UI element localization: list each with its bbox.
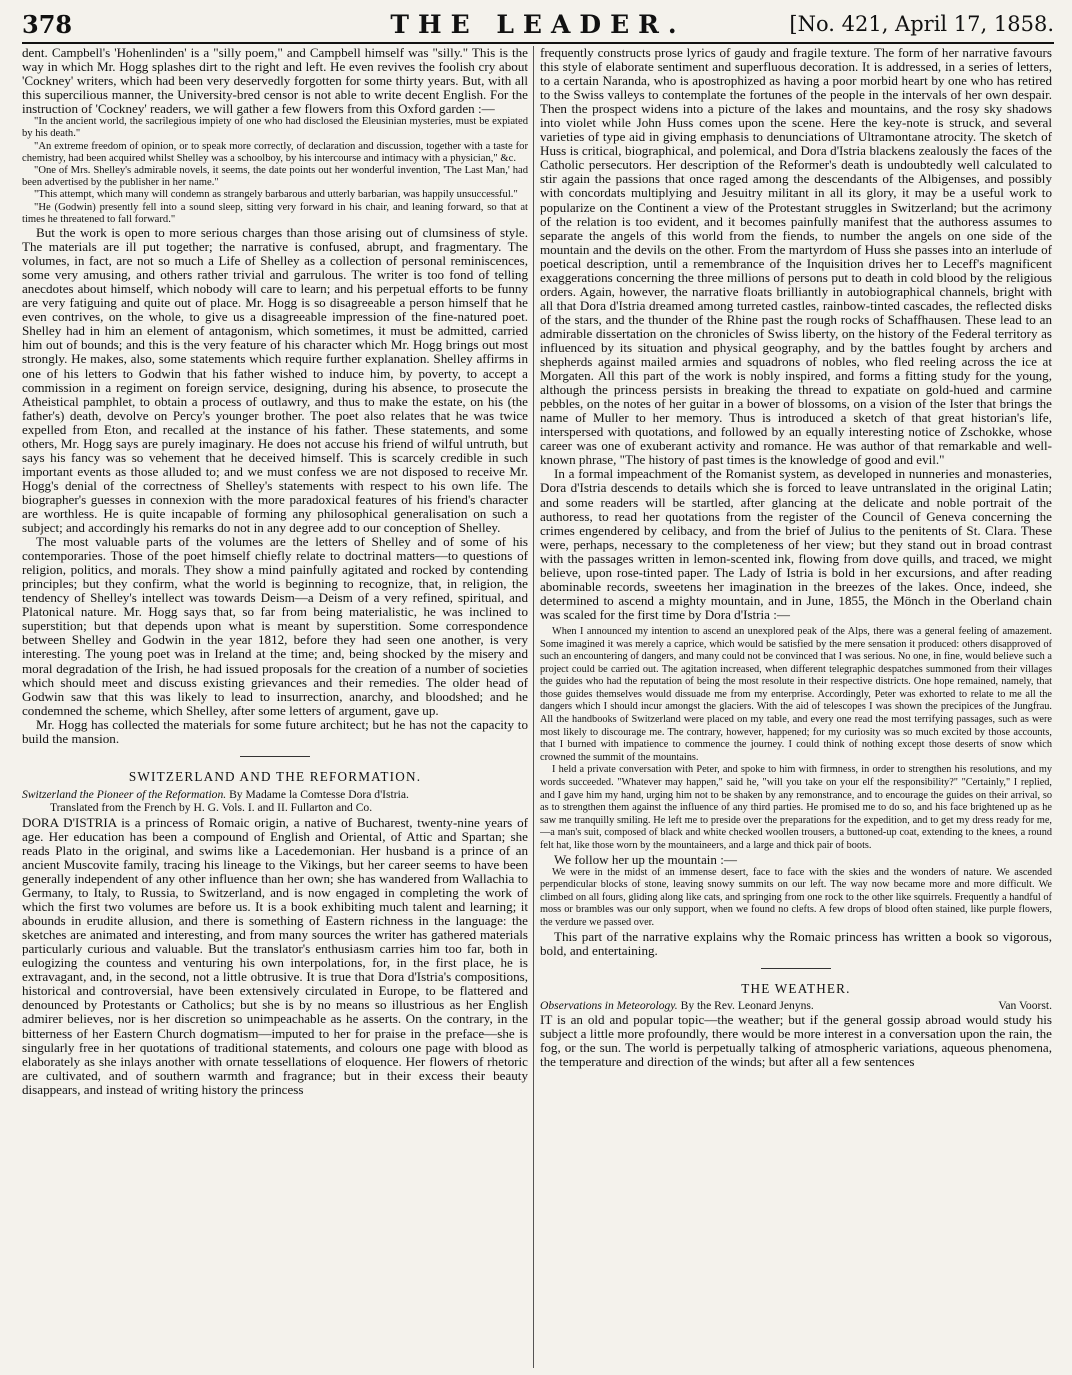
book-byline <box>22 788 528 801</box>
book-title: Observations in Meteorology. <box>540 998 678 1012</box>
review-paragraph: In a formal impeachment of the Romanist system, as developed in nunneries and monasteries, Dora d'Istria descends to details which she is forced to leave untranslated in the original Latin; and some readers will be startled, after glancing at the delicate and noble portrait of the authoress, to read her quotations from the register of the Council of Geneva concerning the crimes engendered by celibacy, and from the brief of Julius to the penitents of St. Clara. These were, perhaps, necessary to the completeness of her view; but they stand out in broad contrast with the passages written in lemon-scented ink, flowing from dove quills, and traced, we might believe, upon rose-tinted paper. The Lady of Istria is bold in her excursions, and after reading abominable records, sweetens her imagination in the breezes of the lakes. Once, indeed, she determined to ascend a mighty mountain, and in June, 1855, the Mönch in the Oberland chain was scaled for the first time by Dora d'Istria :— <box>540 466 1052 622</box>
masthead <box>22 8 1054 44</box>
book-byline-2 <box>22 801 528 814</box>
book-author: By Madame la Comtesse Dora d'Istria. <box>229 787 409 801</box>
quote: "An extreme freedom of opinion, or to speak more correctly, of declaration and discussion, together with a taste for chemistry, had been acquired whilst Shelley was a schoolboy, by his intercourse and intimacy with a physician," &c. <box>22 140 528 164</box>
quote: I held a private conversation with Peter, and spoke to him with firmness, in order to strengthen his resolutions, and my words succeeded. "Whatever may happen," said he, "will you take on your elf the responsibility?" "Certainly," I replied, and I gave him my hand, urging him not to be shaken by any remonstrance, and to encourage the guides on their arrival, so as to strengthen them against the influence of any third parties. He promised me to do so, and his face brightened up as he saw me tranquilly smiling. He left me to preside over the preparations for the expedition, and to get my dress ready for me,—a man's suit, composed of black and white checked woollen trousers, a buttoned-up coat, extending to the knees, a round felt hat, like those worn by the mountaineers, and a large and thick pair of boots. <box>540 764 1052 852</box>
book-publisher: Fullarton and Co. <box>290 800 373 814</box>
quote: We were in the midst of an immense desert, face to face with the skies and the wonders of nature. We ascended perpendicular blocks of stone, leaving snowy summits on our left. The way now became more and more difficult. We climbed on all fours, gliding along like cats, and springing from one rock to the other like squirrels. Frequently a handful of moss or brambles was our only support, when we found no clefts. A few drops of blood often stained, like purple flowers, the verdure we passed over. <box>540 866 1052 929</box>
review-paragraph: DORA D'ISTRIA is a princess of Romaic origin, a native of Bucharest, twenty-nine years of age. Her education has been a compound of English and Oriental, of Attic and Spartan; she reads Plato in the original, and swims like a Lacedemonian. Her husband is a prince of an ancient Muscovite family, tracing his lineage to the Vikings, but her career seems to have been generally independent of any other influence than her own; she has wandered from Wallachia to Germany, to Italy, to Russia, to Switzerland, and is now engaged in completing the work of which the first two volumes are before us. It is a book exhibiting much talent and learning; it abounds in erudite allusion, and there is something of Eastern richness in the language: the sketches are animated and interesting, and from many sources the writer has gathered materials particularly curious and valuable. But the translator's enthusiasm carries him too far, both in eulogizing the countess and venturing his own interpolations, for, in the first place, he is extravagant, and, in the second, not a little obtrusive. It is true that Dora d'Istria's compositions, historical and controversial, have been extensively circulated in Europe, to be flattered and denounced by Protestants or Catholics; but she is by no means so illustrious as her English admirer believes, nor is her discretion so unimpeachable as he asserts. On the contrary, in the bitterness of her Eastern Church dogmatism—imputed to her for praise in the preface—she is singularly free in her quotations of traditional statements, and colours one page with blood as elaborately as she inlays another with ornate tessellations of eloquence. Her flowers of rhetoric are cultivated, and of southern warmth and fragrance; but in their excess their beauty disappears, and instead of writing history the princess <box>22 814 528 1097</box>
review-paragraph: IT is an old and popular topic—the weather; but if the general gossip abroad would study his subject a little more profoundly, there would be more interest in a conversation upon the rain, the fog, or the sun. The world is perpetually talking of atmospheric variations, aqueous phenomena, the temperature and direction of the winds; but after all a few sentences <box>540 1011 1052 1069</box>
section-heading: THE WEATHER. <box>741 980 851 996</box>
book-author: By the Rev. Leonard Jenyns. <box>680 998 814 1012</box>
review-paragraph: But the work is open to more serious charges than those arising out of clumsiness of style. The materials are ill put together; the narrative is confused, abrupt, and fragmentary. The volumes, in fact, are not so much a Life of Shelley as a collection of personal reminiscences, some very amusing, and others rather trivial and garrulous. The writer is too fond of telling anecdotes about himself, which nobody will care to learn; and his perpetual efforts to be funny are very fatiguing and quite out of place. Mr. Hogg is so disagreeable a person himself that he even contrives, on the whole, to give us a disagreeable impression of the fine-natured poet. Shelley had in him an element of antagonism, which sometimes, it must be admitted, carried him out of bounds; and this is the very feature of his character which Mr. Hogg brings out most strongly. He makes, also, some statements which require further explanation. Shelley affirms in one of his letters to Godwin that his father wished to induce him, by poverty, to accept a commission in a regiment on foreign service, designing, during his absence, to prosecute the Atheistical pamphlet, to obtain a process of outlawry, and thus to make the estate, on his (the father's) death, devolve on Percy's younger brother. The poet also relates that he was twice expelled from Eton, and recalled at the instance of his father. These statements, and some others, Mr. Hogg says are purely imaginary. He does not accuse his friend of wilful untruth, but says his fancy was so vehement that he deceived himself. This is scarcely credible in such important events as those alluded to; and we must confess we are not disposed to receive Mr. Hogg's denial of the correctness of Shelley's statements with respect to his own life. The biographer's guesses in connexion with the more paradoxical features of his friend's character are worthless. He is quite incapable of forming any philosophical generalisation on such a subject; and accordingly his remarks do not in any degree add to our conception of Shelley. <box>22 225 528 536</box>
quote: "He (Godwin) presently fell into a sound sleep, sitting very forward in his chair, and leaning forward, so that at times he threatened to fall forward." <box>22 201 528 225</box>
book-publisher: Van Voorst. <box>998 998 1052 1012</box>
section-heading: SWITZERLAND AND THE REFORMATION. <box>128 768 422 784</box>
review-paragraph: The most valuable parts of the volumes are the letters of Shelley and of some of his contemporaries. Those of the poet himself chiefly relate to doctrinal matters—to questions of religion, politics, and morals. They show a mind painfully agitated and rocked by contending principles; but they confirm, what the world is beginning to recognize, that, in religion, the tendency of Shelley's intellect was towards Deism—a Deism of a very refined, spiritual, and Platonical nature. Mr. Hogg says that, so far from being materialistic, he was inclined to superstition; but that depends upon what is meant by superstition. Some correspondence between Shelley and Godwin in the year 1812, before they had seen one another, is very interesting. The young poet was in Ireland at the time; and, being shocked by the misery and moral degradation of the Irish, he had issued proposals for the creation of a number of societies which should meet and discuss existing grievances and their remedies. The older head of Godwin saw that this was likely to lead to insurrection, anarchy, and bloodshed; and he condemned the scheme, which Shelley, after some letters of argument, gave up. <box>22 534 528 718</box>
quote: When I announced my intention to ascend an unexplored peak of the Alps, there was a general feeling of amazement. Some imagined it was merely a caprice, which would be satisfied by the mere sensation it produced: others disapproved of such an encountering of dangers, and many could not be convinced that I was serious. No one, in fine, would believe such a project could be carried out. The agitation increased, when different telegraphic despatches summoned from their villages the guides who had the reputation of being the most resolute in their respective districts. One hope remained, namely, that those guides themselves would dissuade me from my enterprise. Accordingly, Peter was exhorted to relate to me all the dangers which I should incur amongst the glaciers. With the aid of telescopes I was shown the precipices of the Jungfrau. All the handbooks of Switzerland were placed on my table, and every one read the most terrifying passages, such as were most likely to discourage me. The contrary, however, happened; for my curiosity was so much excited by those accounts, that I burned with impatience to commence the journey. I could think of nothing except those deserts of snow which crowned the summit of the mountains. <box>540 625 1052 763</box>
quote: "This attempt, which many will condemn as strangely barbarous and utterly barbarian, was happily unsuccessful." <box>34 189 518 201</box>
section-rule <box>240 756 310 757</box>
review-paragraph: This part of the narrative explains why the Romaic princess has written a book so vigorous, bold, and entertaining. <box>540 928 1052 958</box>
issue-date: [No. 421, April 17, 1858. <box>789 12 1054 36</box>
left-column <box>22 46 528 1368</box>
review-paragraph: We follow her up the mountain :— <box>554 851 737 867</box>
book-title: Switzerland the Pioneer of the Reformation. <box>22 787 227 801</box>
review-paragraph: frequently constructs prose lyrics of gaudy and fragile texture. The form of her narrative favours this style of elaborate sentiment and superfluous decoration. It is addressed, in a series of letters, to a certain Naranda, who is apostrophized as having a poor morbid heart by one who has retired to the Swiss valleys to contemplate the fortunes of the people in the intervals of her own despair. Then the prospect widens into a picture of the lakes and mountains, and the rosy sky shadows into violet while John Huss comes upon the scene. Here the key-note is struck, and several varieties of type aid in giving emphasis to denunciations of Ultramontane atrocity. The sketch of Huss is critical, biographical, and polemical, and Dora d'Istria blackens zealously the faces of the Catholic persecutors. Her description of the Reformer's death is undoubtedly well calculated to stir again the passions that once raged among the descendants of the Albigenses, and possibly with concordats multiplying and Jesuitry militant in all its glory, it may be a useful work to popularize on the Continent a view of the Protestant struggles in Switzerland; but the acrimony of the relation is too evident, and it becomes painfully manifest that the authoress assumes to separate the angels of this world from the fiends, to number the angels on one side of the mountain and the devils on the other. From the martyrdom of Huss she passes into an interlude of poetical description, until a remembrance of the Inquisition drives her to Leceff's magnificent exaggerations concerning the three millions of persons put to death in cold blood by the religious orders. Again, however, the narrative floats brilliantly in autobiographical channels, bright with all that Dora d'Istria dreamed among turreted castles, rainbow-tinted cascades, the reflected disks of the stars, and the thunder of the Rhine past the rough rocks of Schaffhausen. These lead to an admirable dissertation on the chronicles of Swiss liberty, on the history of the Federal territory as influenced by its situation and physical geography, and by the battles fought by archers and shepherds against mailed armies and squadrons of nobles, who fled reeling across the ice at Morgaten. All this part of the work is nobly inspired, and forms a fitting study for the young, although the princess persists in breaking the thread to expatiate on gold-hued and carmine pebbles, on the notes of her guitar in a bower of blossoms, on a vision of the Ister that brings the name of Muller to her memory. Thus is introduced a sketch of that great historian's life, interspersed with quotations, and followed by an equally interesting notice of Zschokke, whose career was one of exuberant activity and romance. He was author of that remarkable and well-known phrase, "The history of past times is the knowledge of good and evil." <box>540 46 1052 468</box>
review-paragraph: dent. Campbell's 'Hohenlinden' is a "silly poem," and Campbell himself was "silly." This is the way in which Mr. Hogg splashes dirt to the right and left. He even revives the foolish cry about 'Cockney' writers, which had been very deservedly forgotten for some thirty years. But, with all this supercilious manner, the University-bred censor is not able to write decent English. For the instruction of 'Cockney' readers, we will gather a few flowers from this Oxford garden :— <box>22 46 528 117</box>
newspaper-title: THE LEADER. <box>390 10 686 39</box>
quote: "In the ancient world, the sacrilegious impiety of one who had disclosed the Eleusinian mysteries, must be expiated by his death." <box>22 116 528 140</box>
right-column <box>540 46 1052 1368</box>
review-paragraph: Mr. Hogg has collected the materials for some future architect; but he has not the capacity to build the mansion. <box>22 716 528 746</box>
book-translator: Translated from the French by H. G. Vols. I. and II. <box>50 800 288 814</box>
quote: "One of Mrs. Shelley's admirable novels, it seems, the date points out her wonderful invention, 'The Last Man,' had been advertised by the publisher in her name." <box>22 165 528 189</box>
section-rule <box>761 968 831 969</box>
page-number: 378 <box>22 10 73 39</box>
column-divider <box>533 46 534 1368</box>
book-byline <box>540 999 1052 1013</box>
